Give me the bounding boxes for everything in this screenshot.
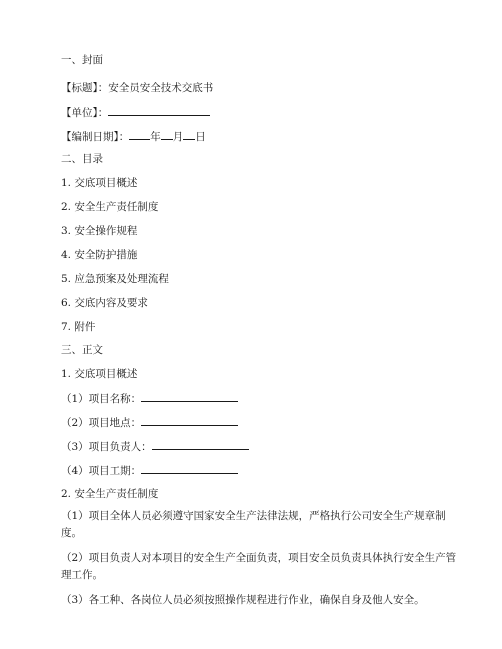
month-blank [161,128,173,140]
field-blank [152,438,249,450]
field-label: （1）项目名称： [61,393,142,405]
toc-item: 2. 安全生产责任制度 [61,201,159,213]
toc-item: 3. 安全操作规程 [61,225,138,237]
field-blank [141,414,238,426]
field-label: （3）项目负责人： [61,441,152,453]
field-line [61,390,462,407]
paragraph: （1）项目全体人员必须遵守国家安全生产法律法规，严格执行公司安全生产规章制度。 [61,510,446,539]
title-label: 【标题】： [61,82,109,94]
title-line [61,80,462,96]
section-title: 2. 安全生产责任制度 [61,488,159,500]
cover-heading: 一、封面 [61,54,103,66]
toc-item: 1. 交底项目概述 [61,177,138,189]
field-label: （4）项目工期： [61,465,142,477]
unit-blank [108,104,210,116]
field-blank [141,462,238,474]
paragraph: （2）项目负责人对本项目的安全生产全面负责，项目安全员负责具体执行安全生产管理工作。 [61,552,457,581]
document-title: 安全员安全技术交底书 [108,82,214,94]
toc-item: 5. 应急预案及处理流程 [61,273,169,285]
section-title: 1. 交底项目概述 [61,368,138,380]
date-line [61,128,462,145]
date-year-text: 年 [150,131,161,143]
toc-item: 6. 交底内容及要求 [61,297,148,309]
unit-label: 【单位】： [61,107,109,119]
field-blank [141,390,238,402]
date-day-text: 日 [195,131,206,143]
date-label: 【编制日期】： [61,131,130,143]
day-blank [183,128,195,140]
year-blank [129,128,150,140]
unit-line [61,104,462,121]
field-line [61,438,462,455]
date-month-text: 月 [172,131,184,143]
paragraph: （3）各工种、各岗位人员必须按照操作规程进行作业，确保自身及他人安全。 [61,594,425,606]
field-line [61,462,462,479]
body-heading: 三、正文 [61,344,103,356]
toc-item: 7. 附件 [61,321,96,333]
toc-heading: 二、目录 [61,153,103,165]
field-label: （2）项目地点： [61,417,142,429]
toc-item: 4. 安全防护措施 [61,249,138,261]
field-line [61,414,462,431]
